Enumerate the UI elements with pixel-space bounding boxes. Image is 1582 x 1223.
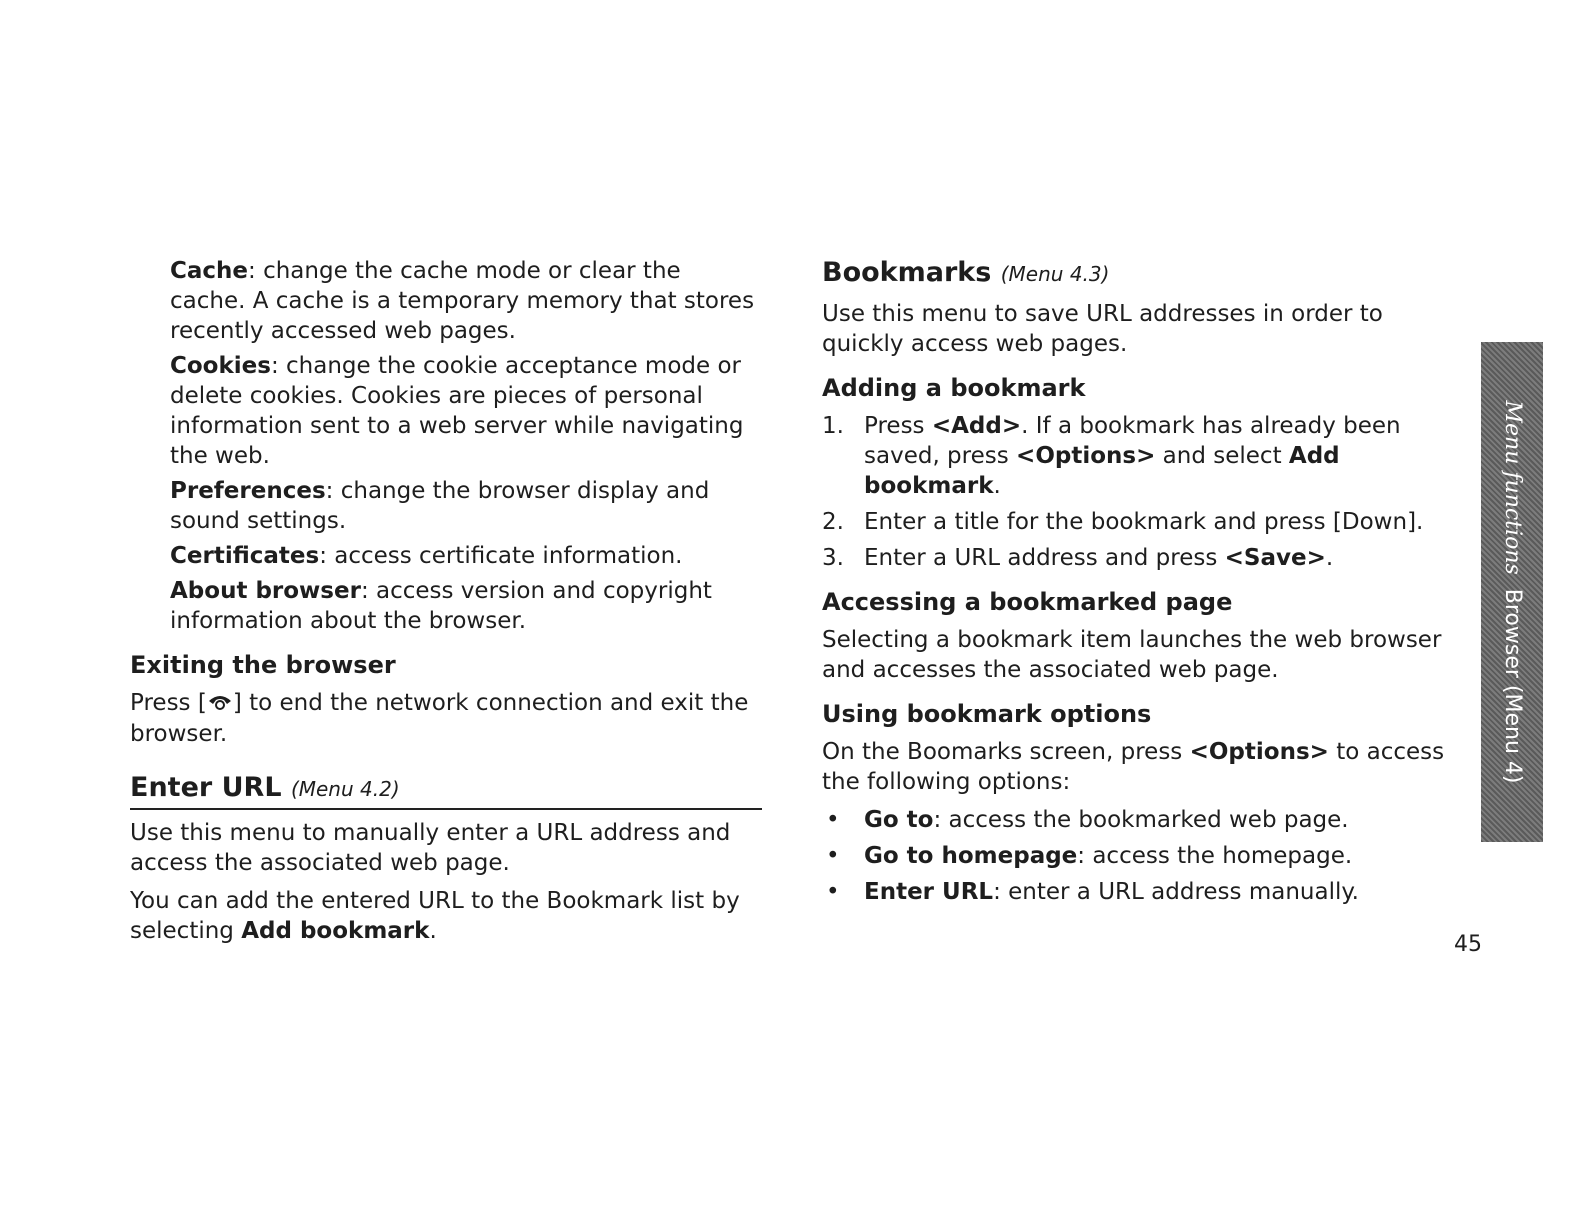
bookmarks-intro: Use this menu to save URL addresses in order to quickly access web pages. [822, 301, 1383, 357]
definition-about-browser: About browser: access version and copyright information about the browser. [170, 578, 712, 634]
definition-cookies: Cookies: change the cookie acceptance mode or delete cookies. Cookies are pieces of personal information sent to a web server while navigating the web. [170, 353, 744, 469]
page-number: 45 [1454, 932, 1482, 957]
definition-cache: Cache: change the cache mode or clear the cache. A cache is a temporary memory that stores recently accessed web pages. [170, 258, 755, 344]
browser-settings-definitions [130, 256, 762, 636]
enter-url-heading: Enter URL (Menu 4.2) [130, 771, 762, 810]
phone-end-icon [207, 689, 233, 719]
chapter-side-tab [1481, 342, 1543, 842]
list-item: • Go to homepage: access the homepage. [826, 843, 1353, 869]
list-item: • Enter URL: enter a URL address manually. [826, 879, 1359, 905]
adding-bookmark-heading: Adding a bookmark [822, 374, 1086, 402]
definition-preferences: Preferences: change the browser display and sound settings. [170, 478, 710, 534]
accessing-bookmark-heading: Accessing a bookmarked page [822, 588, 1233, 616]
step-item: 3. Enter a URL address and press <Save>. [822, 545, 1334, 571]
definition-certificates: Certificates: access certificate information. [170, 543, 683, 569]
bookmarks-heading: Bookmarks (Menu 4.3) [822, 257, 1110, 288]
accessing-bookmark-paragraph: Selecting a bookmark item launches the web browser and accesses the associated web page. [822, 627, 1442, 683]
step-item: 1. Press <Add>. If a bookmark has already been saved, press <Options> and select Add bookmark. [822, 413, 1401, 499]
exiting-paragraph: Press [ ] to end the network connection and exit the browser. [130, 690, 749, 747]
right-column [822, 256, 1447, 913]
bookmark-options-list [822, 805, 1447, 907]
bookmark-options-intro: On the Boomarks screen, press <Options> to access the following options: [822, 739, 1445, 795]
chapter-tab-label: Menu functions Browser (Menu 4) [1500, 400, 1525, 784]
enter-url-bookmark-paragraph: You can add the entered URL to the Bookmark list by selecting Add bookmark. [130, 887, 740, 944]
left-column [130, 256, 762, 946]
exiting-heading: Exiting the browser [130, 651, 396, 679]
adding-bookmark-steps [822, 411, 1447, 573]
enter-url-paragraph: Use this menu to manually enter a URL address and access the associated web page. [130, 819, 731, 876]
list-item: • Go to: access the bookmarked web page. [826, 807, 1349, 833]
step-item: 2. Enter a title for the bookmark and press [Down]. [822, 509, 1424, 535]
bookmark-options-heading: Using bookmark options [822, 700, 1152, 728]
